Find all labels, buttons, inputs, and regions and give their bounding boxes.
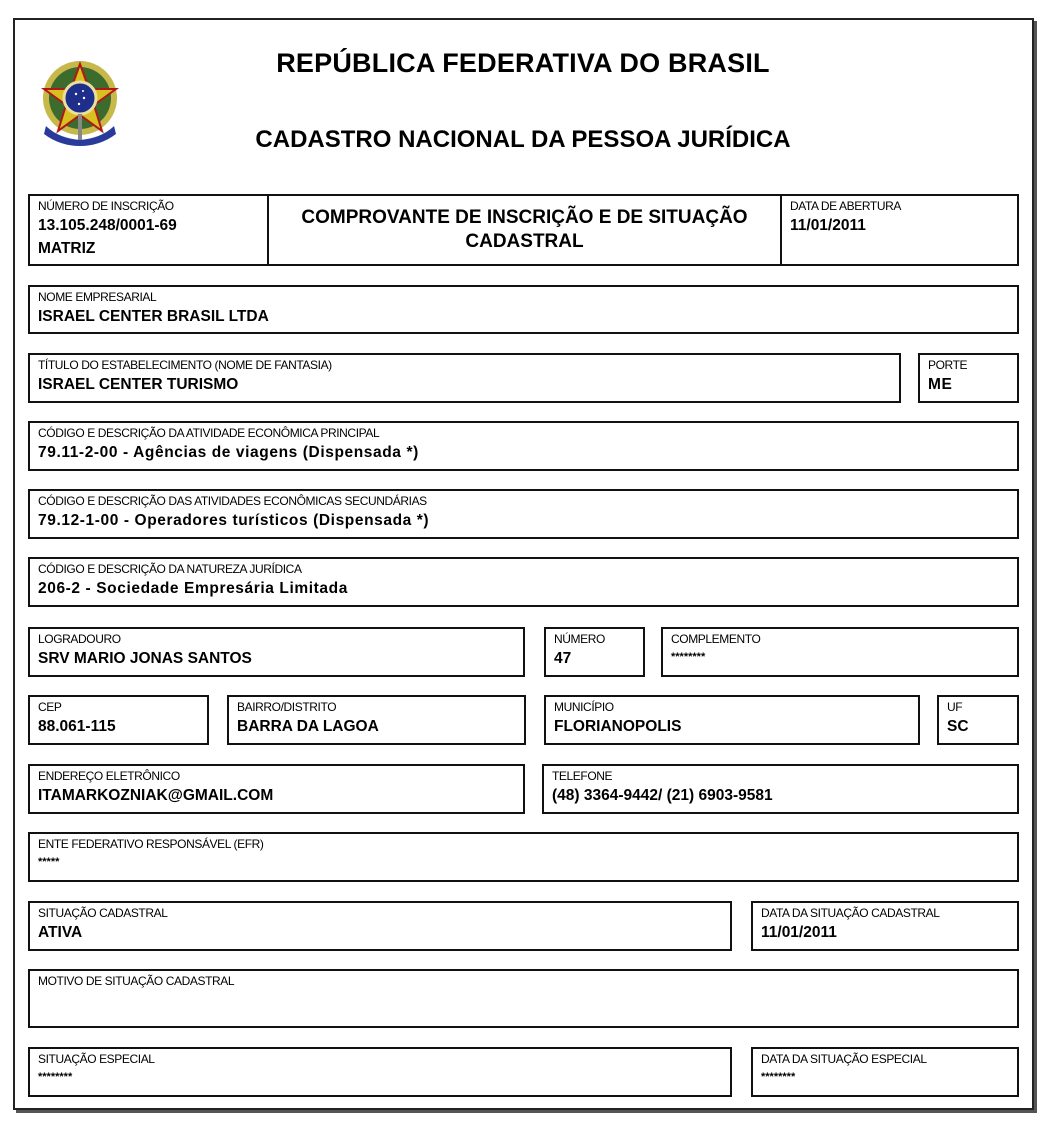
field-value: 206-2 - Sociedade Empresária Limitada xyxy=(38,580,348,597)
field-value: 11/01/2011 xyxy=(790,217,866,234)
field-value: ******** xyxy=(38,1071,73,1083)
field-label: DATA DA SITUAÇÃO ESPECIAL xyxy=(761,1052,927,1066)
field-label: UF xyxy=(947,700,963,714)
field-data-abertura xyxy=(780,194,1019,266)
field-label: ENDEREÇO ELETRÔNICO xyxy=(38,769,180,783)
field-label: BAIRRO/DISTRITO xyxy=(237,700,337,714)
field-label: NÚMERO DE INSCRIÇÃO xyxy=(38,199,174,213)
field-atividades-secundarias xyxy=(28,489,1019,539)
field-uf xyxy=(937,695,1019,745)
field-natureza-juridica xyxy=(28,557,1019,607)
document-title-line2: CADASTRAL xyxy=(465,231,584,252)
field-bairro xyxy=(227,695,526,745)
field-value: 11/01/2011 xyxy=(761,924,837,941)
header-title: REPÚBLICA FEDERATIVA DO BRASIL xyxy=(276,48,770,78)
field-label: NOME EMPRESARIAL xyxy=(38,290,157,304)
field-situacao-cadastral xyxy=(28,901,732,951)
field-nome-empresarial xyxy=(28,285,1019,334)
field-label: DATA DA SITUAÇÃO CADASTRAL xyxy=(761,906,940,920)
field-data-situacao-especial xyxy=(751,1047,1019,1097)
field-value: BARRA DA LAGOA xyxy=(237,718,379,735)
field-value: (48) 3364-9442/ (21) 6903-9581 xyxy=(552,787,773,804)
field-value: ******** xyxy=(671,651,706,663)
field-label: SITUAÇÃO CADASTRAL xyxy=(38,906,168,920)
matriz-value: MATRIZ xyxy=(38,240,96,257)
field-value: FLORIANOPOLIS xyxy=(554,718,682,735)
field-label: SITUAÇÃO ESPECIAL xyxy=(38,1052,155,1066)
field-value: ******** xyxy=(761,1071,796,1083)
document-title-line1: COMPROVANTE DE INSCRIÇÃO E DE SITUAÇÃO xyxy=(301,207,748,228)
header-subtitle: CADASTRO NACIONAL DA PESSOA JURÍDICA xyxy=(255,126,791,153)
field-label: CÓDIGO E DESCRIÇÃO DA ATIVIDADE ECONÔMICA PRINCIPAL xyxy=(38,426,380,440)
field-email xyxy=(28,764,525,814)
field-numero xyxy=(544,627,645,677)
field-label: LOGRADOURO xyxy=(38,632,121,646)
field-efr xyxy=(28,832,1019,882)
field-motivo-situacao xyxy=(28,969,1019,1028)
field-label: NÚMERO xyxy=(554,632,605,646)
field-label: CÓDIGO E DESCRIÇÃO DAS ATIVIDADES ECONÔMICAS SECUNDÁRIAS xyxy=(38,494,427,508)
field-label: MUNICÍPIO xyxy=(554,700,614,714)
field-label: CÓDIGO E DESCRIÇÃO DA NATUREZA JURÍDICA xyxy=(38,562,302,576)
field-value: ME xyxy=(928,376,953,393)
field-telefone xyxy=(542,764,1019,814)
field-label: TÍTULO DO ESTABELECIMENTO (NOME DE FANTASIA) xyxy=(38,358,332,372)
field-titulo-estabelecimento xyxy=(28,353,901,403)
field-label: MOTIVO DE SITUAÇÃO CADASTRAL xyxy=(38,974,235,988)
field-atividade-principal xyxy=(28,421,1019,471)
field-value: ***** xyxy=(38,856,60,868)
field-value: 47 xyxy=(554,650,572,667)
field-value: 88.061-115 xyxy=(38,718,116,735)
field-label: TELEFONE xyxy=(552,769,613,783)
field-value: ITAMARKOZNIAK@GMAIL.COM xyxy=(38,787,274,804)
field-data-situacao-cadastral xyxy=(751,901,1019,951)
field-value: ATIVA xyxy=(38,924,83,941)
field-value: 79.12-1-00 - Operadores turísticos (Dispensada *) xyxy=(38,512,430,529)
field-logradouro xyxy=(28,627,525,677)
field-situacao-especial xyxy=(28,1047,732,1097)
cnpj-value: 13.105.248/0001-69 xyxy=(38,217,177,234)
field-porte xyxy=(918,353,1019,403)
field-value: SRV MARIO JONAS SANTOS xyxy=(38,650,252,667)
field-cep xyxy=(28,695,209,745)
field-label: COMPLEMENTO xyxy=(671,632,761,646)
field-municipio xyxy=(544,695,920,745)
field-value: ISRAEL CENTER TURISMO xyxy=(38,376,239,393)
field-numero-inscricao xyxy=(28,194,269,266)
field-value: SC xyxy=(947,718,969,735)
field-value: ISRAEL CENTER BRASIL LTDA xyxy=(38,308,269,325)
field-label: ENTE FEDERATIVO RESPONSÁVEL (EFR) xyxy=(38,837,264,851)
field-label: DATA DE ABERTURA xyxy=(790,199,901,213)
field-value: 79.11-2-00 - Agências de viagens (Dispensada *) xyxy=(38,444,419,461)
field-label: PORTE xyxy=(928,358,968,372)
field-complemento xyxy=(661,627,1019,677)
field-label: CEP xyxy=(38,700,62,714)
document-title-box xyxy=(267,194,782,266)
